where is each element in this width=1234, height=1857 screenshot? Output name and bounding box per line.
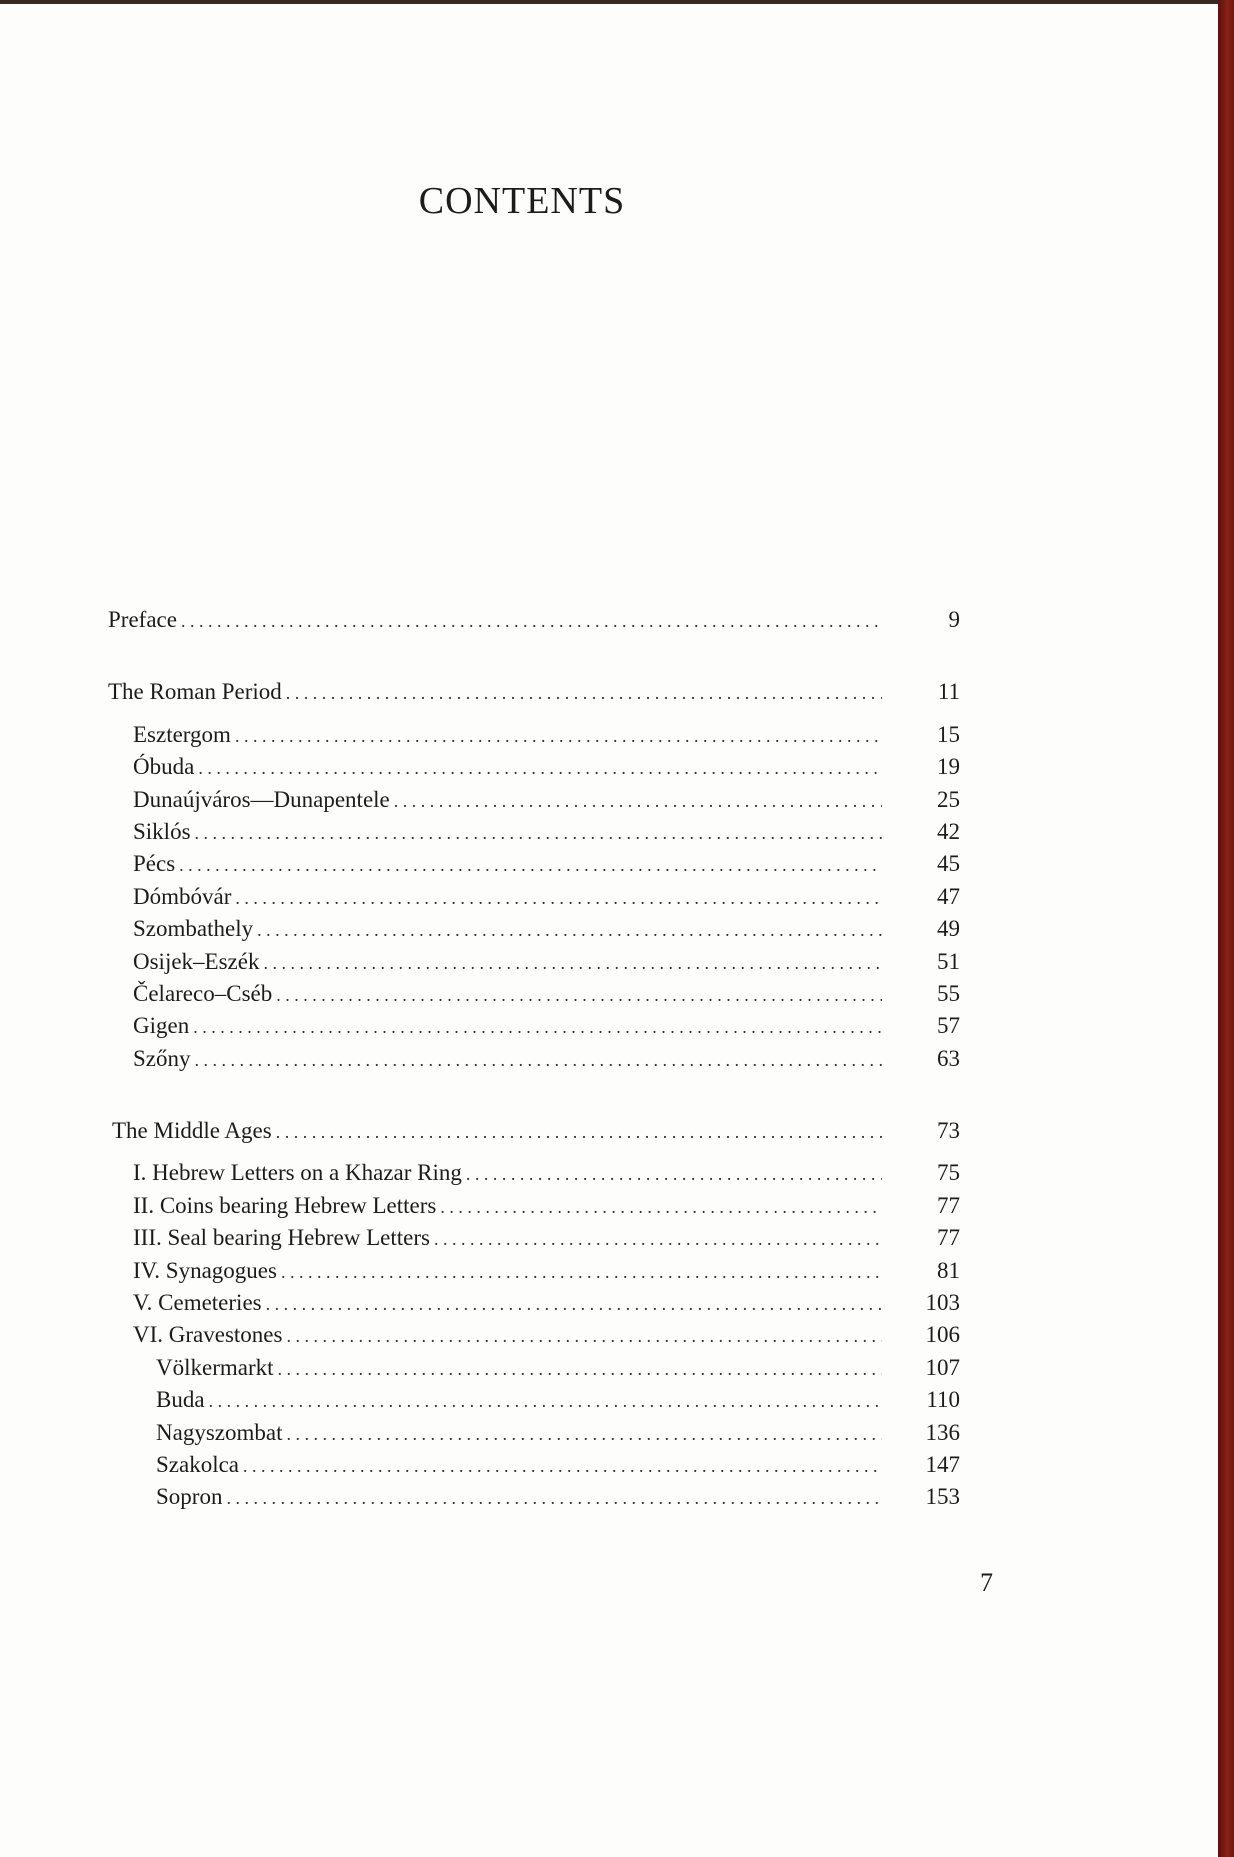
toc-entry-page: 55 xyxy=(937,980,960,1006)
toc-entry-page: 47 xyxy=(937,883,960,909)
toc-entry-page: 15 xyxy=(937,721,960,747)
dot-leader xyxy=(209,1384,882,1417)
toc-entry-page: 73 xyxy=(937,1118,960,1144)
toc-entry-label: V. Cemeteries xyxy=(133,1290,262,1316)
toc-entry-page: 77 xyxy=(937,1192,960,1218)
toc-entry-volkermarkt xyxy=(108,1352,960,1384)
toc-entry-gigen xyxy=(108,1010,960,1042)
toc-entry-label: Nagyszombat xyxy=(156,1419,283,1445)
toc-entry-celareco xyxy=(108,978,960,1010)
toc-entry-coins xyxy=(108,1190,960,1222)
toc-entry-label: I. Hebrew Letters on a Khazar Ring xyxy=(133,1160,462,1186)
toc-entry-page: 9 xyxy=(948,607,960,632)
toc-entry-roman-period xyxy=(108,676,960,708)
toc-entry-szony xyxy=(108,1043,960,1075)
dot-leader xyxy=(193,1010,882,1043)
dot-leader xyxy=(257,913,882,946)
toc-entry-obuda xyxy=(108,751,960,783)
toc-entry-label: Szőny xyxy=(133,1045,191,1071)
toc-entry-cemeteries xyxy=(108,1287,960,1319)
toc-entry-page: 42 xyxy=(937,818,960,844)
dot-leader xyxy=(235,881,882,914)
toc-entry-label: Buda xyxy=(156,1387,205,1413)
toc-entry-label: III. Seal bearing Hebrew Letters xyxy=(133,1225,430,1251)
toc-entry-label: Pécs xyxy=(133,851,176,877)
section-spacer xyxy=(108,636,960,676)
toc-entry-nagyszombat xyxy=(108,1417,960,1449)
dot-leader xyxy=(440,1190,882,1223)
book-page xyxy=(0,4,1218,1857)
toc-entry-szombathely xyxy=(108,913,960,945)
toc-entry-label: The Roman Period xyxy=(108,679,282,705)
toc-entry-label: Esztergom xyxy=(133,721,231,747)
page-title: CONTENTS xyxy=(418,180,626,222)
dot-leader xyxy=(266,1287,882,1320)
toc-entry-seal xyxy=(108,1222,960,1254)
toc-entry-buda xyxy=(108,1384,960,1416)
toc-entry-gravestones xyxy=(108,1319,960,1351)
toc-entry-esztergom xyxy=(108,719,960,751)
toc-entry-label: Čelareco–Cséb xyxy=(133,980,273,1006)
toc-entry-page: 106 xyxy=(925,1322,960,1348)
toc-entry-szakolca xyxy=(108,1449,960,1481)
toc-entry-khazar-ring xyxy=(108,1157,960,1189)
toc-entry-page: 153 xyxy=(925,1484,960,1510)
dot-leader xyxy=(235,719,882,752)
toc-entry-label: Szombathely xyxy=(133,916,254,942)
dot-leader xyxy=(281,1255,882,1288)
section-spacer xyxy=(108,1147,960,1157)
dot-leader xyxy=(394,784,882,817)
toc-entry-page: 63 xyxy=(937,1045,960,1071)
dot-leader xyxy=(243,1449,882,1482)
toc-entry-page: 45 xyxy=(937,851,960,877)
toc-entry-page: 147 xyxy=(925,1451,960,1477)
toc-entry-dombovar xyxy=(108,881,960,913)
dot-leader xyxy=(286,676,882,709)
dot-leader xyxy=(179,848,882,881)
toc-entry-label: Osijek–Eszék xyxy=(133,948,260,974)
page-right-edge xyxy=(1218,0,1234,1857)
dot-leader xyxy=(286,1417,882,1450)
toc-entry-middle-ages xyxy=(108,1115,960,1147)
toc-entry-page: 57 xyxy=(937,1013,960,1039)
toc-entry-synagogues xyxy=(108,1255,960,1287)
dot-leader xyxy=(466,1157,882,1190)
toc-entry-label: Szakolca xyxy=(156,1451,240,1477)
toc-entry-osijek xyxy=(108,946,960,978)
toc-entry-page: 49 xyxy=(937,916,960,942)
toc-entry-label: Sopron xyxy=(156,1484,223,1510)
section-spacer xyxy=(108,1075,960,1115)
toc-entry-label: Dunaújváros—Dunapentele xyxy=(133,786,390,812)
dot-leader xyxy=(434,1222,882,1255)
dot-leader xyxy=(226,1481,882,1514)
section-spacer xyxy=(108,709,960,719)
toc-entry-sopron xyxy=(108,1481,960,1513)
toc-entry-page: 11 xyxy=(937,679,960,705)
toc-entry-label: Völkermarkt xyxy=(156,1354,274,1380)
toc-entry-label: Siklós xyxy=(133,818,191,844)
dot-leader xyxy=(181,604,882,637)
toc-entry-siklos xyxy=(108,816,960,848)
toc-entry-preface xyxy=(108,604,960,636)
toc-entry-label: II. Coins bearing Hebrew Letters xyxy=(133,1192,437,1218)
dot-leader xyxy=(286,1319,882,1352)
toc-entry-label: Preface xyxy=(108,607,177,632)
toc-entry-label: IV. Synagogues xyxy=(133,1257,277,1283)
dot-leader xyxy=(195,816,882,849)
toc-entry-page: 136 xyxy=(925,1419,960,1445)
toc-entry-page: 25 xyxy=(937,786,960,812)
dot-leader xyxy=(278,1352,882,1385)
toc-entry-label: VI. Gravestones xyxy=(133,1322,283,1348)
toc-entry-label: Dómbóvár xyxy=(133,883,232,909)
dot-leader xyxy=(276,978,882,1011)
table-of-contents xyxy=(108,604,960,1514)
dot-leader xyxy=(276,1115,882,1148)
toc-entry-page: 103 xyxy=(925,1290,960,1316)
page-number: 7 xyxy=(980,1568,993,1597)
toc-entry-page: 110 xyxy=(926,1387,960,1413)
toc-entry-page: 19 xyxy=(937,754,960,780)
dot-leader xyxy=(195,1043,883,1076)
toc-entry-dunaujvaros xyxy=(108,784,960,816)
toc-entry-page: 75 xyxy=(937,1160,960,1186)
dot-leader xyxy=(263,946,882,979)
toc-entry-label: Gigen xyxy=(133,1013,190,1039)
toc-entry-page: 51 xyxy=(937,948,960,974)
toc-entry-page: 81 xyxy=(937,1257,960,1283)
toc-entry-label: Óbuda xyxy=(133,754,195,780)
toc-entry-page: 107 xyxy=(925,1354,960,1380)
toc-entry-page: 77 xyxy=(937,1225,960,1251)
toc-entry-pecs xyxy=(108,848,960,880)
dot-leader xyxy=(198,751,882,784)
toc-entry-label: The Middle Ages xyxy=(112,1118,272,1144)
